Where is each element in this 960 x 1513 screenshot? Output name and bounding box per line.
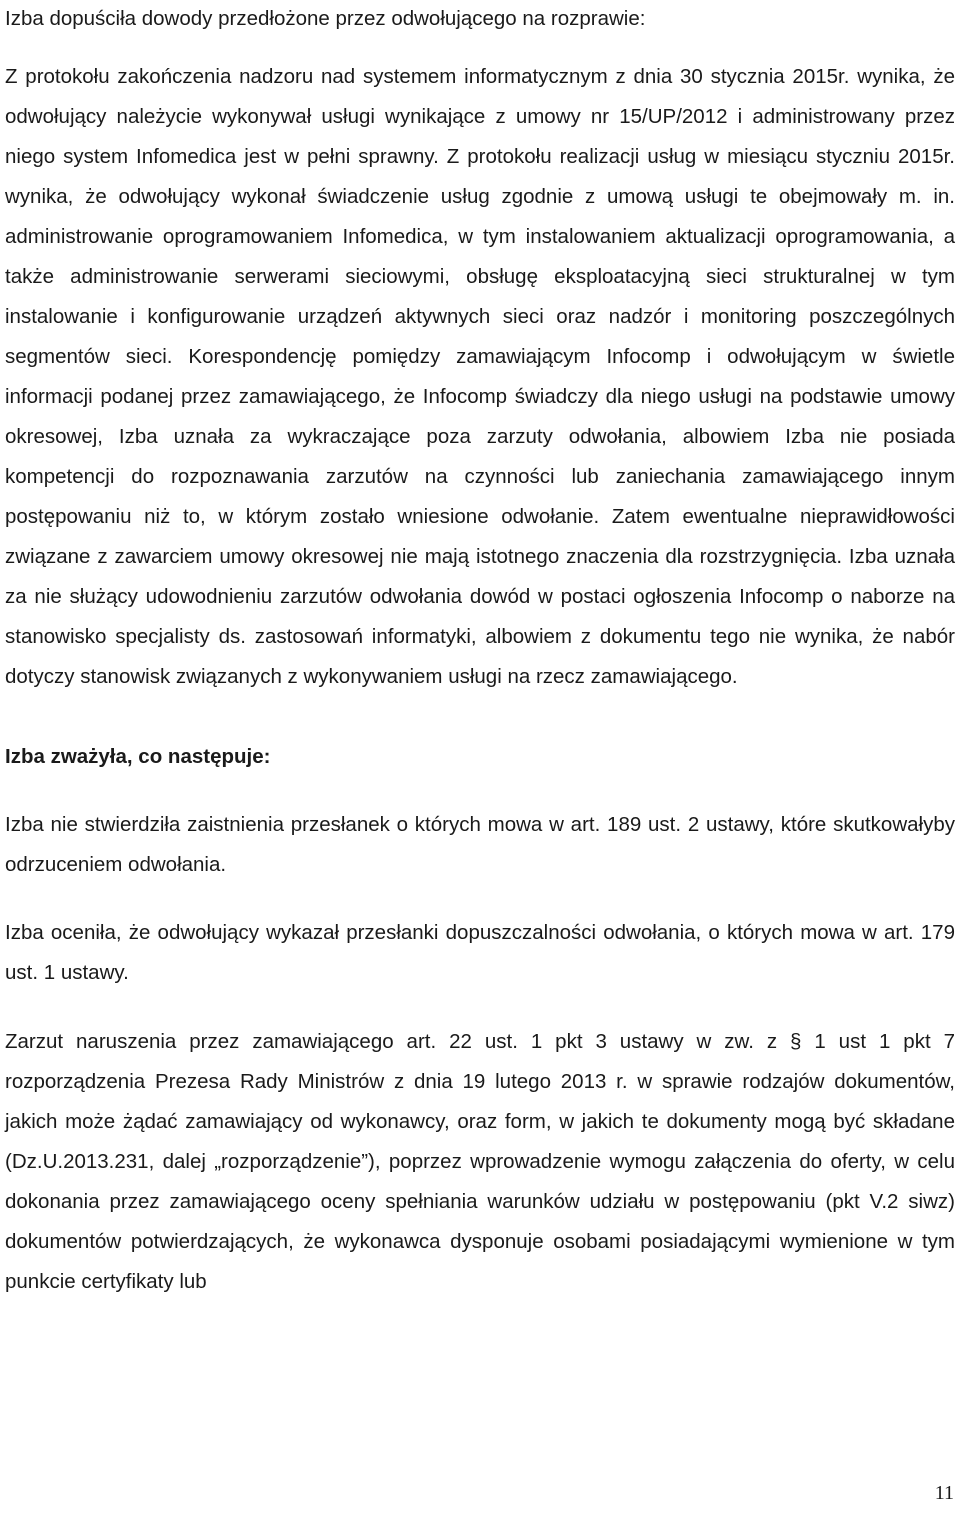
charge-paragraph: Zarzut naruszenia przez zamawiającego art. 22 ust. 1 pkt 3 ustawy w zw. z § 1 ust 1 pkt 7 rozporządzenia Prezesa Rady Ministrów z dnia 19 lutego 2013 r. w sprawie rodzajów dokumentów, jakich może żądać zamawiający od wykonawcy, oraz form, w jakich te dokumenty mogą być składane (Dz.U.2013.231, dalej „rozporządzenie”), poprzez wprowadzenie wymogu załączenia do oferty, w celu dokonania przez zamawiającego oceny spełniania warunków udziału w postępowaniu (pkt V.2 siwz) dokumentów potwierdzających, że wykonawca dysponuje osobami posiadającymi wymienione w tym punkcie certyfikaty lub xyxy=(5,1030,955,1293)
evidence-paragraph: Z protokołu zakończenia nadzoru nad systemem informatycznym z dnia 30 stycznia 2015r. wynika, że odwołujący należycie wykonywał usługi wynikające z umowy nr 15/UP/2012 i administrowany przez niego system Infomedica jest w pełni sprawny. Z protokołu realizacji usług w miesiącu styczniu 2015r. wynika, że odwołujący wykonał świadczenie usług zgodnie z umową usługi te obejmowały m. in. administrowanie oprogramowaniem Infomedica, w tym instalowaniem aktualizacji oprogramowania, a także administrowanie serwerami sieciowymi, obsługę eksploatacyjną sieci strukturalnej w tym instalowanie i konfigurowanie urządzeń aktywnych sieci oraz nadzór i monitoring poszczególnych segmentów sieci. Korespondencję pomiędzy zamawiającym Infocomp i odwołującym w świetle informacji podanej przez zamawiającego, że Infocomp świadczy dla niego usługi na podstawie umowy okresowej, Izba uznała za wykraczające poza zarzuty odwołania, albowiem Izba nie posiada kompetencji do rozpoznawania zarzutów na czynności lub zaniechania zamawiającego innym postępowaniu niż to, w którym zostało wniesione odwołanie. Zatem ewentualne nieprawidłowości związane z zawarciem umowy okresowej nie mają istotnego znaczenia dla rozstrzygnięcia. Izba uznała za nie służący udowodnieniu zarzutów odwołania dowód w postaci ogłoszenia Infocomp o naborze na stanowisko specjalisty ds. zastosowań informatyki, albowiem z dokumentu tego nie wynika, że nabór dotyczy stanowisk związanych z wykonywaniem usługi na rzecz zamawiającego. xyxy=(5,65,955,688)
intro-paragraph: Izba dopuściła dowody przedłożone przez odwołującego na rozprawie: xyxy=(5,7,646,30)
section-heading: Izba zważyła, co następuje: xyxy=(5,745,271,768)
premises-paragraph: Izba nie stwierdziła zaistnienia przesłanek o których mowa w art. 189 ust. 2 ustawy, które skutkowałyby odrzuceniem odwołania. xyxy=(5,813,955,876)
page-number: 11 xyxy=(934,1482,954,1504)
document-page xyxy=(5,0,955,1302)
admissibility-paragraph: Izba oceniła, że odwołujący wykazał przesłanki dopuszczalności odwołania, o których mowa w art. 179 ust. 1 ustawy. xyxy=(5,921,955,984)
